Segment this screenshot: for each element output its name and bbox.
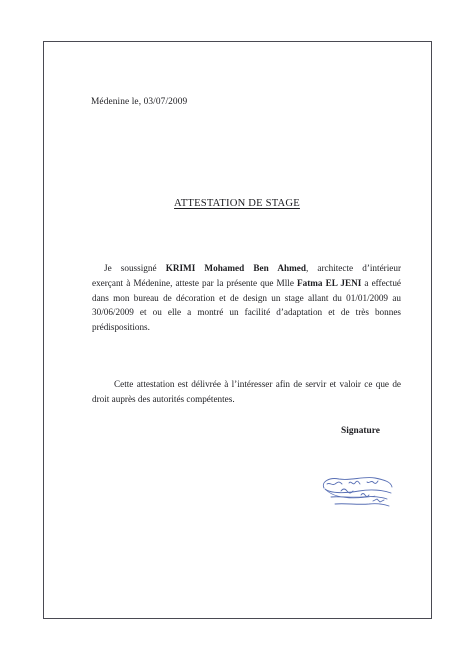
line-text: exerçant à Médenine, atteste par la présente que Mlle — [92, 277, 297, 288]
line-text: Je soussigné — [104, 263, 166, 273]
line-text: , architecte d’intérieur — [305, 263, 401, 273]
paragraph-line — [92, 276, 401, 291]
paragraph-line: Cette attestation est délivrée à l’intéresser afin de servir et valoir ce que de — [114, 379, 401, 389]
body-paragraph-2 — [92, 377, 401, 407]
line-text: a effectué — [361, 277, 401, 288]
intern-name: Fatma EL JENI — [296, 277, 362, 288]
signatory-name: KRIMI Mohamed Ben Ahmed — [165, 263, 306, 273]
signature-label: Signature — [341, 426, 380, 436]
paragraph-line: droit auprès des autorités compétentes. — [92, 393, 235, 404]
document-title-text: ATTESTATION DE STAGE — [174, 198, 300, 209]
paragraph-line: prédispositions. — [92, 322, 150, 333]
body-paragraph-1 — [92, 261, 401, 335]
signature-stamp — [317, 470, 397, 512]
paragraph-line — [92, 261, 401, 276]
place-date: Médenine le, 03/07/2009 — [91, 97, 188, 107]
paragraph-line: dans mon bureau de décoration et de design un stage allant du 01/01/2009 au — [92, 292, 401, 303]
paragraph-line: 30/06/2009 et ou elle a montré un facilité d’adaptation et de très bonnes — [92, 307, 401, 318]
document-title — [0, 198, 474, 209]
